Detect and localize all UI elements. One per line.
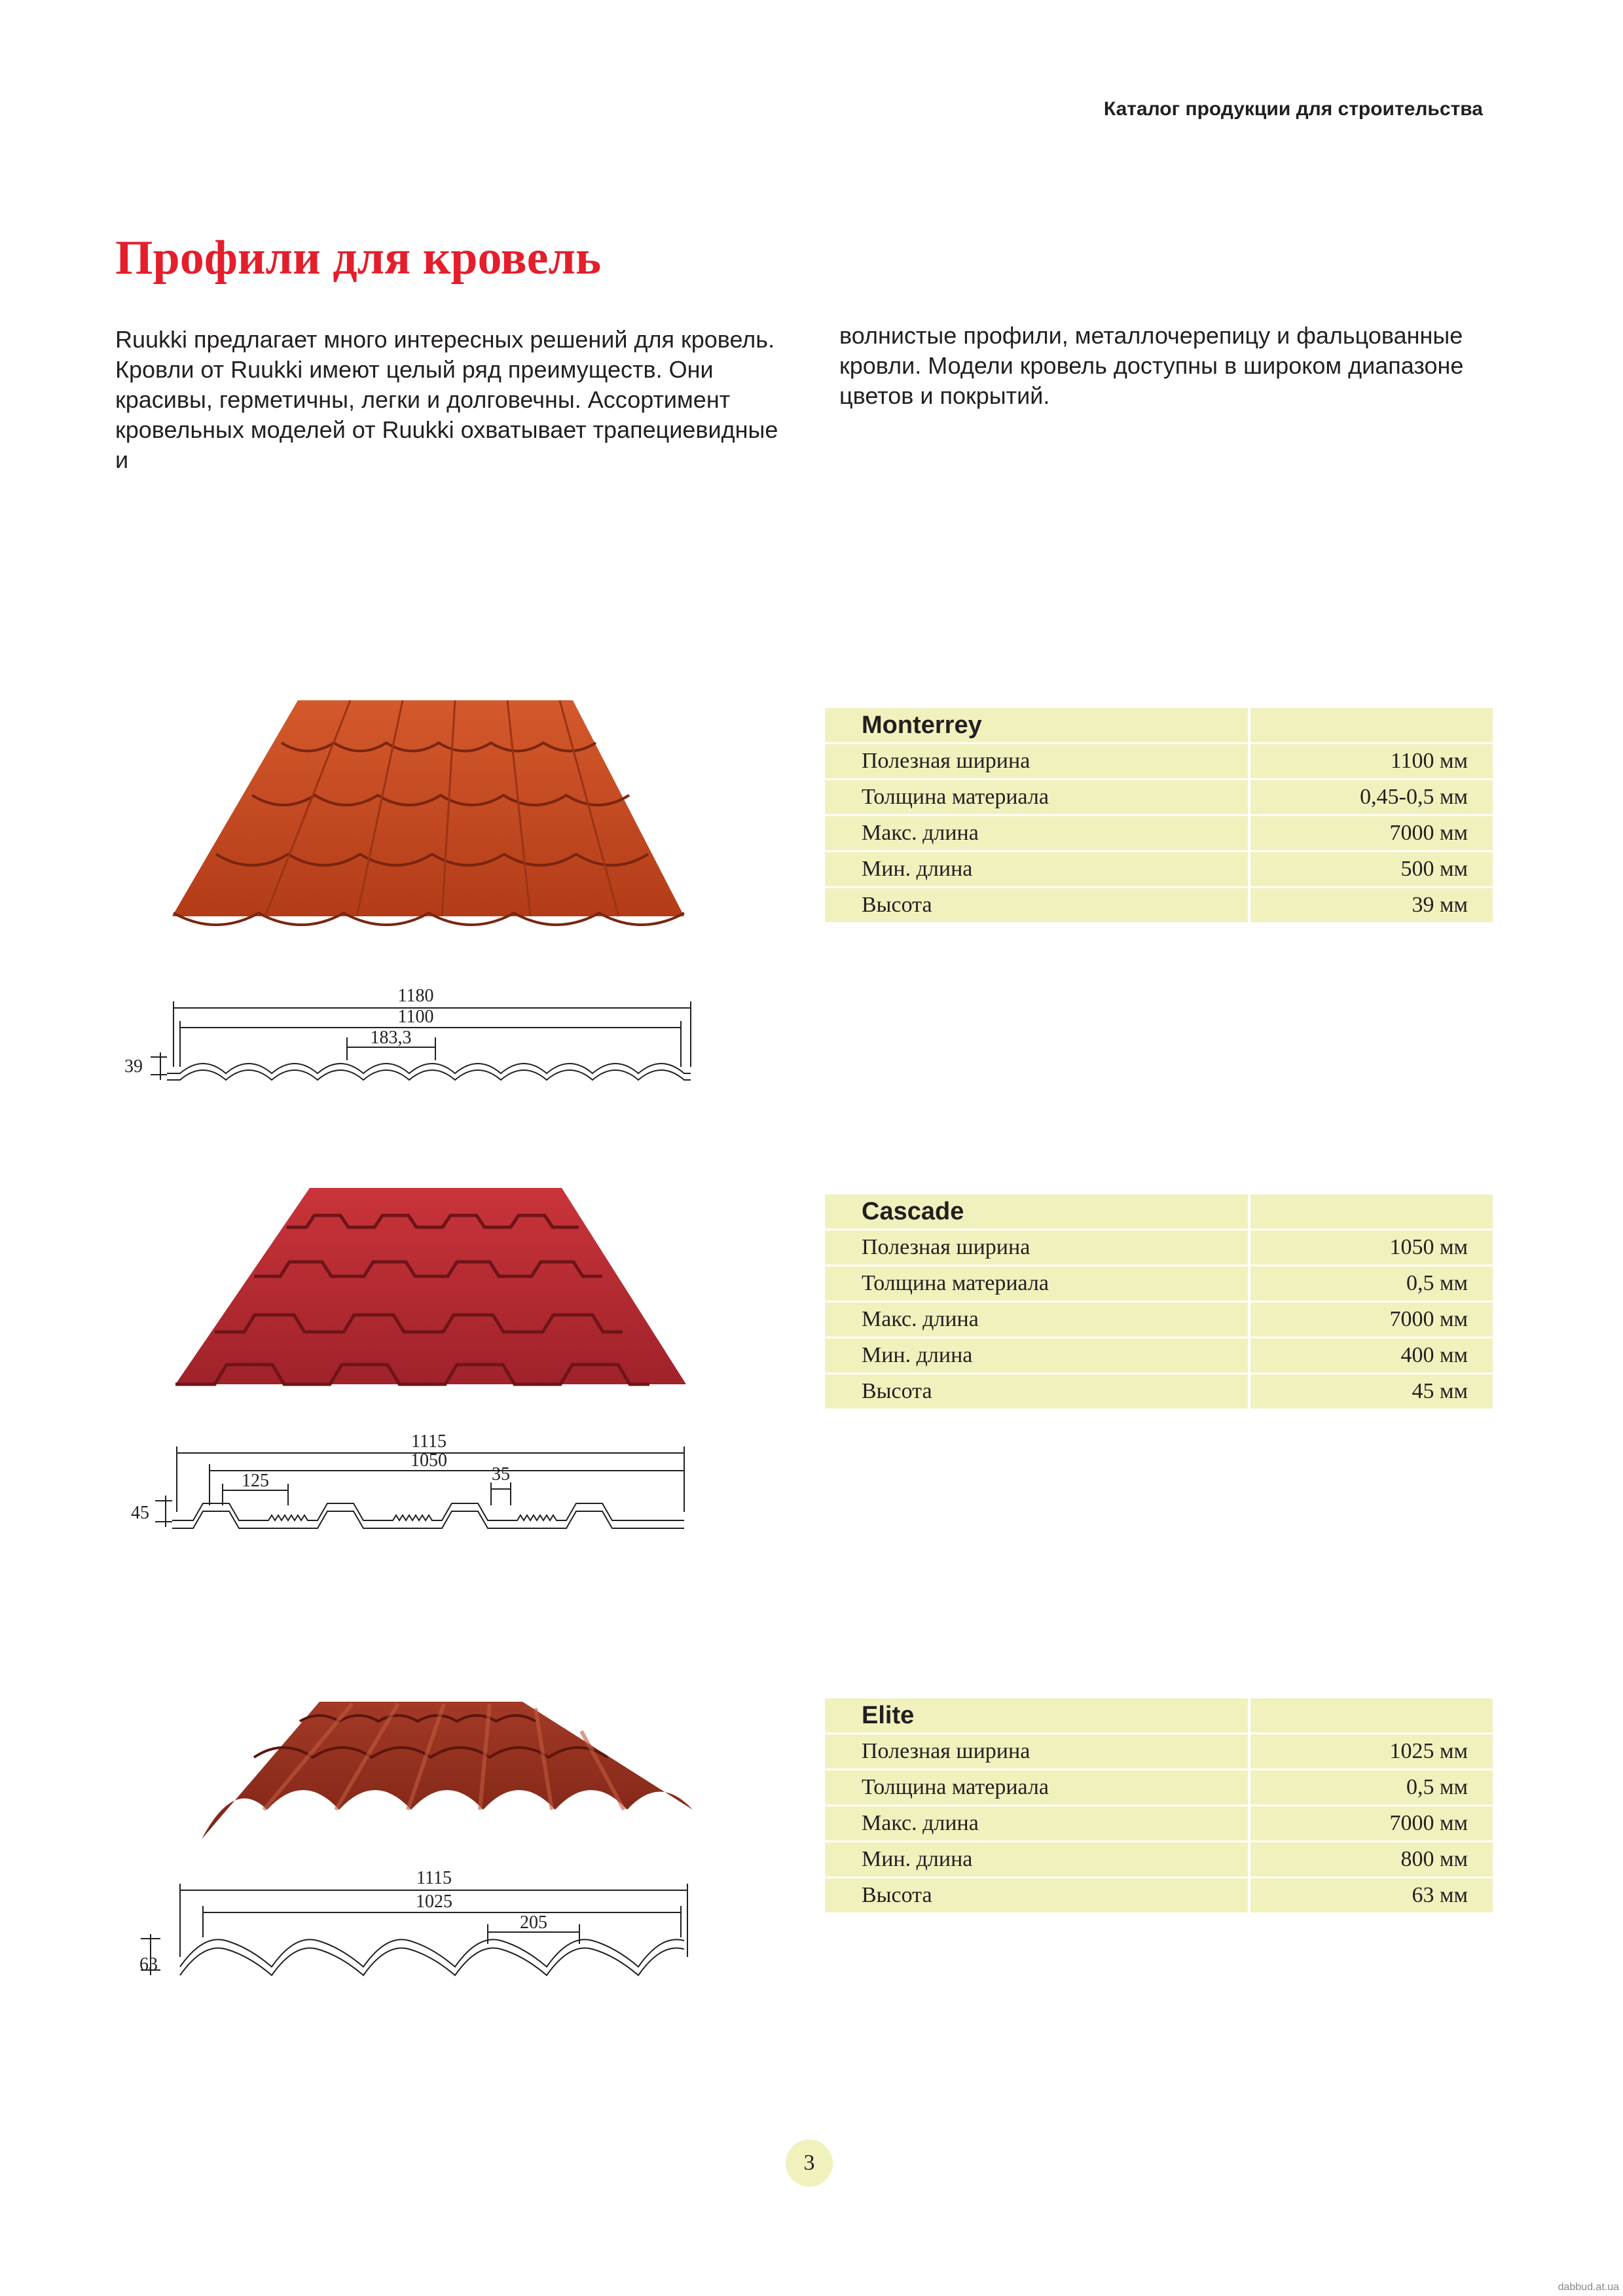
cascade-roof-image <box>169 1178 699 1401</box>
cascade-dim-rib: 35 <box>492 1464 510 1484</box>
spec-value: 0,5 мм <box>1249 1266 1493 1302</box>
spec-value: 0,45-0,5 мм <box>1249 780 1493 816</box>
spec-value: 7000 мм <box>1249 1806 1493 1842</box>
product-name: Monterrey <box>825 708 1249 744</box>
spec-row <box>825 1878 1493 1914</box>
spec-value: 800 мм <box>1249 1842 1493 1878</box>
spec-value: 500 мм <box>1249 852 1493 888</box>
page-title: Профили для кровель <box>115 231 602 285</box>
monterrey-profile-drawing <box>115 975 704 1100</box>
spec-table-header-row <box>825 1698 1493 1734</box>
product-name: Cascade <box>825 1194 1249 1230</box>
cascade-profile-drawing <box>121 1424 697 1535</box>
spec-row <box>825 1338 1493 1374</box>
spec-label: Полезная ширина <box>825 744 1249 780</box>
spec-value: 0,5 мм <box>1249 1770 1493 1806</box>
spec-row <box>825 852 1493 888</box>
spec-value: 1100 мм <box>1249 744 1493 780</box>
cascade-dim-useful: 1050 <box>410 1450 447 1471</box>
cascade-dim-height: 45 <box>131 1503 149 1523</box>
spec-label: Высота <box>825 1878 1249 1914</box>
spec-value: 1050 мм <box>1249 1230 1493 1266</box>
spec-label: Макс. длина <box>825 1806 1249 1842</box>
spec-table-header-row <box>825 708 1493 744</box>
elite-dim-step: 205 <box>520 1912 547 1933</box>
spec-row <box>825 888 1493 924</box>
elite-dim-total: 1115 <box>416 1868 452 1888</box>
elite-roof-image <box>156 1692 699 1849</box>
elite-profile-drawing <box>128 1859 704 1990</box>
elite-dim-height: 63 <box>139 1954 158 1975</box>
spec-label: Полезная ширина <box>825 1734 1249 1770</box>
spec-label: Мин. длина <box>825 852 1249 888</box>
spec-value: 63 мм <box>1249 1878 1493 1914</box>
watermark-text: dabbud.at.ua <box>1558 2282 1619 2293</box>
spec-row <box>825 1374 1493 1410</box>
spec-row <box>825 744 1493 780</box>
cascade-dim-step: 125 <box>242 1471 269 1491</box>
spec-label: Мин. длина <box>825 1842 1249 1878</box>
spec-label: Высота <box>825 1374 1249 1410</box>
elite-spec-table <box>825 1698 1493 1914</box>
spec-label: Макс. длина <box>825 816 1249 852</box>
spec-label: Полезная ширина <box>825 1230 1249 1266</box>
intro-paragraph-left: Ruukki предлагает много интересных решений для кровель. Кровли от Ruukki имеют целый ряд преимуществ. Они красивы, герметичны, легки и долговечны. Ассортимент кровельных моделей от Ruukki охватывает трапециевидные и <box>115 326 778 473</box>
monterrey-dim-total: 1180 <box>397 986 434 1006</box>
spec-row <box>825 780 1493 816</box>
spec-row <box>825 1770 1493 1806</box>
spec-label: Высота <box>825 888 1249 924</box>
catalog-header-title: Каталог продукции для строительства <box>1103 98 1483 120</box>
spec-label: Толщина материала <box>825 1266 1249 1302</box>
spec-table-header-row <box>825 1194 1493 1230</box>
cascade-spec-table <box>825 1194 1493 1410</box>
spec-row <box>825 816 1493 852</box>
spec-label: Макс. длина <box>825 1302 1249 1338</box>
spec-value: 7000 мм <box>1249 1302 1493 1338</box>
spec-row <box>825 1806 1493 1842</box>
cascade-dim-total: 1115 <box>411 1431 447 1452</box>
monterrey-roof-image <box>167 691 737 933</box>
elite-dim-useful: 1025 <box>416 1892 452 1912</box>
spec-label: Толщина материала <box>825 1770 1249 1806</box>
spec-row <box>825 1266 1493 1302</box>
page-number-badge: 3 <box>786 2140 833 2187</box>
intro-paragraph-right: волнистые профили, металлочерепицу и фальцованные кровли. Модели кровель доступны в широком диапазоне цветов и покрытий. <box>839 322 1464 409</box>
spec-row <box>825 1302 1493 1338</box>
monterrey-dim-height: 39 <box>124 1056 143 1077</box>
monterrey-dim-step: 183,3 <box>370 1028 412 1048</box>
spec-value: 7000 мм <box>1249 816 1493 852</box>
spec-row <box>825 1230 1493 1266</box>
spec-label: Мин. длина <box>825 1338 1249 1374</box>
spec-value: 400 мм <box>1249 1338 1493 1374</box>
spec-row <box>825 1734 1493 1770</box>
spec-value: 45 мм <box>1249 1374 1493 1410</box>
spec-row <box>825 1842 1493 1878</box>
spec-value: 39 мм <box>1249 888 1493 924</box>
monterrey-dim-useful: 1100 <box>397 1007 434 1027</box>
monterrey-spec-table <box>825 708 1493 924</box>
product-name: Elite <box>825 1698 1249 1734</box>
spec-value: 1025 мм <box>1249 1734 1493 1770</box>
spec-label: Толщина материала <box>825 780 1249 816</box>
